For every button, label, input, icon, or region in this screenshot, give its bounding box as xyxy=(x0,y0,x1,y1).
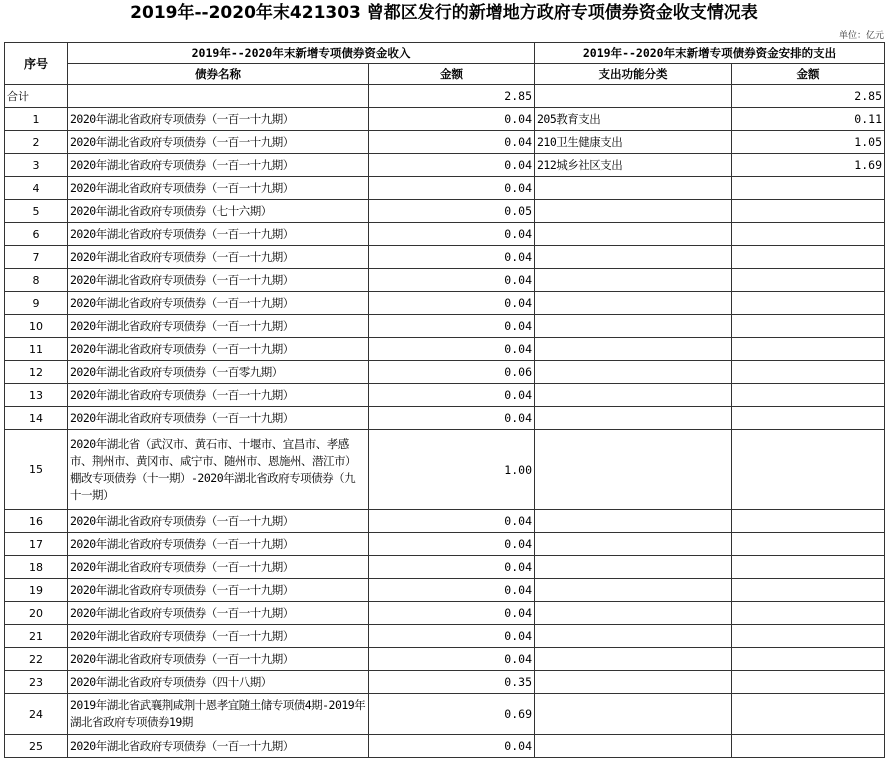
function-amount-cell xyxy=(732,223,885,246)
table-row xyxy=(5,602,885,625)
seq-cell: 22 xyxy=(5,648,68,671)
table-row xyxy=(5,735,885,758)
function-amount-cell: 0.11 xyxy=(732,108,885,131)
function-amount-cell xyxy=(732,430,885,510)
seq-cell: 20 xyxy=(5,602,68,625)
table-row xyxy=(5,246,885,269)
function-cell: 210卫生健康支出 xyxy=(535,131,732,154)
bond-name-cell: 2020年湖北省（武汉市、黄石市、十堰市、宜昌市、孝感市、荆州市、黄冈市、咸宁市、随州市、恩施州、潜江市）棚改专项债券（十一期）-2020年湖北省政府专项债券（九十一期） xyxy=(68,430,369,510)
expense-amount-header: 金额 xyxy=(732,64,885,85)
table-row xyxy=(5,384,885,407)
bond-name-cell: 2020年湖北省政府专项债券（一百一十九期） xyxy=(68,625,369,648)
function-cell xyxy=(535,292,732,315)
amount-cell: 0.04 xyxy=(369,556,535,579)
amount-cell: 0.04 xyxy=(369,602,535,625)
function-cell xyxy=(535,533,732,556)
function-amount-cell xyxy=(732,602,885,625)
bond-name-cell: 2020年湖北省政府专项债券（四十八期） xyxy=(68,671,369,694)
function-amount-cell xyxy=(732,315,885,338)
function-amount-cell: 1.69 xyxy=(732,154,885,177)
function-cell xyxy=(535,579,732,602)
function-amount-cell: 1.05 xyxy=(732,131,885,154)
function-amount-cell xyxy=(732,579,885,602)
bond-name-cell: 2020年湖北省政府专项债券（一百一十九期） xyxy=(68,315,369,338)
table-row xyxy=(5,694,885,735)
seq-cell: 2 xyxy=(5,131,68,154)
function-amount-cell xyxy=(732,384,885,407)
seq-cell: 17 xyxy=(5,533,68,556)
table-row xyxy=(5,269,885,292)
seq-cell: 11 xyxy=(5,338,68,361)
table-row xyxy=(5,361,885,384)
table-row xyxy=(5,223,885,246)
bond-name-cell: 2020年湖北省政府专项债券（七十六期） xyxy=(68,200,369,223)
function-amount-cell xyxy=(732,694,885,735)
bond-name-cell: 2020年湖北省政府专项债券（一百一十九期） xyxy=(68,338,369,361)
bond-name-cell: 2020年湖北省政府专项债券（一百一十九期） xyxy=(68,579,369,602)
function-amount-cell xyxy=(732,556,885,579)
seq-cell: 12 xyxy=(5,361,68,384)
amount-cell: 0.04 xyxy=(369,177,535,200)
amount-cell: 0.04 xyxy=(369,223,535,246)
table-row xyxy=(5,177,885,200)
seq-cell: 18 xyxy=(5,556,68,579)
bond-name-cell: 2020年湖北省政府专项债券（一百一十九期） xyxy=(68,292,369,315)
amount-cell: 0.04 xyxy=(369,269,535,292)
expense-group-header: 2019年--2020年末新增专项债券资金安排的支出 xyxy=(535,43,885,64)
seq-cell: 7 xyxy=(5,246,68,269)
function-amount-cell xyxy=(732,292,885,315)
table-row xyxy=(5,533,885,556)
table-row xyxy=(5,131,885,154)
function-amount-cell xyxy=(732,246,885,269)
bond-name-cell: 2020年湖北省政府专项债券（一百一十九期） xyxy=(68,407,369,430)
amount-cell: 0.04 xyxy=(369,154,535,177)
bond-name-cell: 2020年湖北省政府专项债券（一百一十九期） xyxy=(68,602,369,625)
amount-cell: 0.04 xyxy=(369,533,535,556)
bond-name-cell: 2020年湖北省政府专项债券（一百一十九期） xyxy=(68,177,369,200)
function-cell xyxy=(535,200,732,223)
seq-cell: 3 xyxy=(5,154,68,177)
function-cell xyxy=(535,625,732,648)
table-row xyxy=(5,625,885,648)
function-cell xyxy=(535,735,732,758)
bond-name-cell: 2019年湖北省武襄荆咸荆十恩孝宜随土储专项债4期-2019年湖北省政府专项债券19期 xyxy=(68,694,369,735)
table-row xyxy=(5,430,885,510)
bond-name-cell: 2020年湖北省政府专项债券（一百一十九期） xyxy=(68,154,369,177)
income-group-header: 2019年--2020年末新增专项债券资金收入 xyxy=(68,43,535,64)
amount-cell: 0.04 xyxy=(369,735,535,758)
table-row xyxy=(5,579,885,602)
bond-name-cell: 2020年湖北省政府专项债券（一百零九期） xyxy=(68,361,369,384)
bond-name-cell: 2020年湖北省政府专项债券（一百一十九期） xyxy=(68,510,369,533)
amount-cell: 0.06 xyxy=(369,361,535,384)
header-row-group xyxy=(5,43,885,64)
seq-cell: 16 xyxy=(5,510,68,533)
function-amount-cell xyxy=(732,510,885,533)
function-amount-cell xyxy=(732,735,885,758)
bond-name-header: 债券名称 xyxy=(68,64,369,85)
amount-cell: 0.35 xyxy=(369,671,535,694)
bond-table xyxy=(4,42,885,758)
function-amount-cell xyxy=(732,625,885,648)
seq-cell: 23 xyxy=(5,671,68,694)
function-cell xyxy=(535,694,732,735)
seq-cell: 19 xyxy=(5,579,68,602)
amount-cell: 0.04 xyxy=(369,625,535,648)
bond-name-cell: 2020年湖北省政府专项债券（一百一十九期） xyxy=(68,384,369,407)
amount-cell: 0.69 xyxy=(369,694,535,735)
amount-cell: 0.04 xyxy=(369,648,535,671)
table-row xyxy=(5,407,885,430)
amount-cell: 0.04 xyxy=(369,384,535,407)
seq-cell: 21 xyxy=(5,625,68,648)
table-row xyxy=(5,108,885,131)
amount-cell: 0.04 xyxy=(369,315,535,338)
function-cell xyxy=(535,384,732,407)
total-label: 合计 xyxy=(5,85,68,108)
table-row xyxy=(5,556,885,579)
unit-label: 单位：亿元 xyxy=(838,31,884,41)
function-cell xyxy=(535,510,732,533)
page-title: 2019年--2020年末421303 曾都区发行的新增地方政府专项债券资金收支情况表 xyxy=(130,3,758,23)
bond-name-cell: 2020年湖北省政府专项债券（一百一十九期） xyxy=(68,108,369,131)
function-cell xyxy=(535,556,732,579)
function-amount-cell xyxy=(732,200,885,223)
table-row xyxy=(5,200,885,223)
amount-cell: 0.04 xyxy=(369,338,535,361)
bond-name-cell: 2020年湖北省政府专项债券（一百一十九期） xyxy=(68,131,369,154)
total-func-cell xyxy=(535,85,732,108)
table-row xyxy=(5,510,885,533)
function-cell xyxy=(535,315,732,338)
table-row xyxy=(5,671,885,694)
function-cell xyxy=(535,223,732,246)
amount-cell: 0.04 xyxy=(369,510,535,533)
bond-name-cell: 2020年湖北省政府专项债券（一百一十九期） xyxy=(68,246,369,269)
bond-name-cell: 2020年湖北省政府专项债券（一百一十九期） xyxy=(68,533,369,556)
table-row xyxy=(5,648,885,671)
function-cell xyxy=(535,246,732,269)
amount-cell: 0.04 xyxy=(369,131,535,154)
function-cell: 205教育支出 xyxy=(535,108,732,131)
function-cell xyxy=(535,430,732,510)
seq-cell: 5 xyxy=(5,200,68,223)
seq-cell: 14 xyxy=(5,407,68,430)
function-amount-cell xyxy=(732,533,885,556)
seq-cell: 25 xyxy=(5,735,68,758)
header-row-columns xyxy=(5,64,885,85)
function-cell xyxy=(535,671,732,694)
function-amount-cell xyxy=(732,338,885,361)
seq-cell: 13 xyxy=(5,384,68,407)
seq-cell: 9 xyxy=(5,292,68,315)
function-cell xyxy=(535,602,732,625)
function-amount-cell xyxy=(732,648,885,671)
function-cell xyxy=(535,338,732,361)
amount-cell: 0.05 xyxy=(369,200,535,223)
amount-cell: 1.00 xyxy=(369,430,535,510)
amount-cell: 0.04 xyxy=(369,292,535,315)
function-amount-cell xyxy=(732,361,885,384)
function-cell xyxy=(535,648,732,671)
function-cell: 212城乡社区支出 xyxy=(535,154,732,177)
amount-cell: 0.04 xyxy=(369,407,535,430)
bond-name-cell: 2020年湖北省政府专项债券（一百一十九期） xyxy=(68,556,369,579)
seq-header: 序号 xyxy=(5,43,68,85)
function-amount-cell xyxy=(732,671,885,694)
function-cell xyxy=(535,407,732,430)
bond-name-cell: 2020年湖北省政府专项债券（一百一十九期） xyxy=(68,269,369,292)
total-income: 2.85 xyxy=(369,85,535,108)
seq-cell: 15 xyxy=(5,430,68,510)
seq-cell: 8 xyxy=(5,269,68,292)
table-row xyxy=(5,154,885,177)
amount-cell: 0.04 xyxy=(369,579,535,602)
seq-cell: 4 xyxy=(5,177,68,200)
bond-name-cell: 2020年湖北省政府专项债券（一百一十九期） xyxy=(68,223,369,246)
amount-header: 金额 xyxy=(369,64,535,85)
amount-cell: 0.04 xyxy=(369,108,535,131)
function-amount-cell xyxy=(732,269,885,292)
total-expense: 2.85 xyxy=(732,85,885,108)
total-row xyxy=(5,85,885,108)
function-cell xyxy=(535,361,732,384)
bond-name-cell: 2020年湖北省政府专项债券（一百一十九期） xyxy=(68,648,369,671)
seq-cell: 1 xyxy=(5,108,68,131)
function-amount-cell xyxy=(732,177,885,200)
seq-cell: 24 xyxy=(5,694,68,735)
total-name-cell xyxy=(68,85,369,108)
function-cell xyxy=(535,269,732,292)
function-amount-cell xyxy=(732,407,885,430)
table-row xyxy=(5,292,885,315)
function-header: 支出功能分类 xyxy=(535,64,732,85)
function-cell xyxy=(535,177,732,200)
seq-cell: 10 xyxy=(5,315,68,338)
table-row xyxy=(5,338,885,361)
amount-cell: 0.04 xyxy=(369,246,535,269)
table-row xyxy=(5,315,885,338)
bond-name-cell: 2020年湖北省政府专项债券（一百一十九期） xyxy=(68,735,369,758)
seq-cell: 6 xyxy=(5,223,68,246)
